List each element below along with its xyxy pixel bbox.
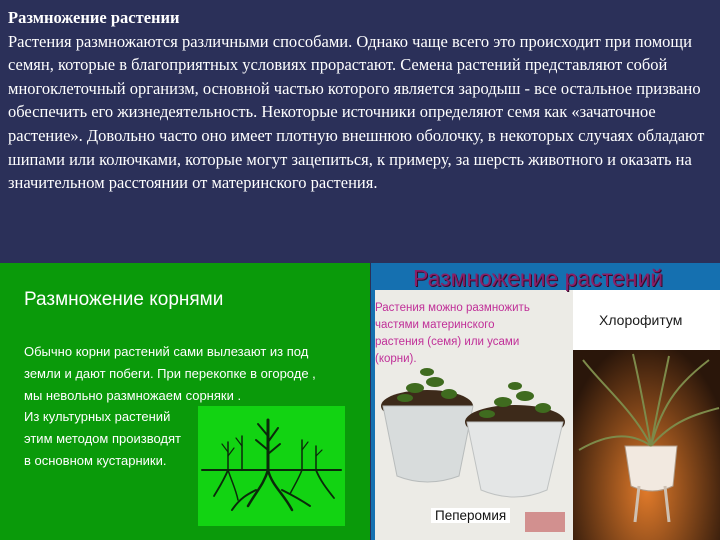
roots-illustration xyxy=(198,406,345,526)
root-propagation-panel xyxy=(0,263,370,540)
description-line: частями материнского xyxy=(375,319,495,331)
description-line: Растения можно размножить xyxy=(375,302,530,314)
chlorophytum-photo xyxy=(573,290,720,540)
propagation-panel xyxy=(371,263,720,540)
root-text-line: Из культурных растений xyxy=(24,409,171,425)
root-text-line: в основном кустарники. xyxy=(24,452,167,468)
root-text-line: мы невольно размножаем сорняки . xyxy=(24,387,242,403)
root-text-line: этим методом производят xyxy=(24,431,181,447)
intro-paragraph: Растения размножаются различными способами. Однако чаще всего это происходит при помощи семян, которые в благоприятных условиях прорастают. Семена растений представляют собой многоклеточный организм, основной частью которого является зародыш - все остальное призвано обеспечить его жизнедеятельность. Некоторые источники определяют семя как «зачаточное растение». Довольно часто оно имеет плотную внешнюю оболочку, в некоторых случаях обладают шипами или колючками, которые могут зацепиться, к примеру, за шерсть животного и оказать на значительном расстоянии от материнского растения. xyxy=(8,31,705,193)
root-text-line: Обычно корни растений сами вылезают из под xyxy=(24,344,309,359)
intro-section xyxy=(8,6,714,195)
description-line: растения (семя) или усами xyxy=(375,336,520,348)
description-line: (корни). xyxy=(375,353,417,365)
propagation-title: Размножение растений xyxy=(413,265,664,291)
peperomia-label: Пеперомия xyxy=(431,508,510,523)
intro-title: Размножение растении xyxy=(8,8,180,27)
root-propagation-title: Размножение корнями xyxy=(24,289,224,310)
root-text-line: земли и дают побеги. При перекопке в огороде , xyxy=(24,365,316,381)
chlorophytum-label: Хлорофитум xyxy=(599,312,683,328)
propagation-description xyxy=(375,300,575,368)
